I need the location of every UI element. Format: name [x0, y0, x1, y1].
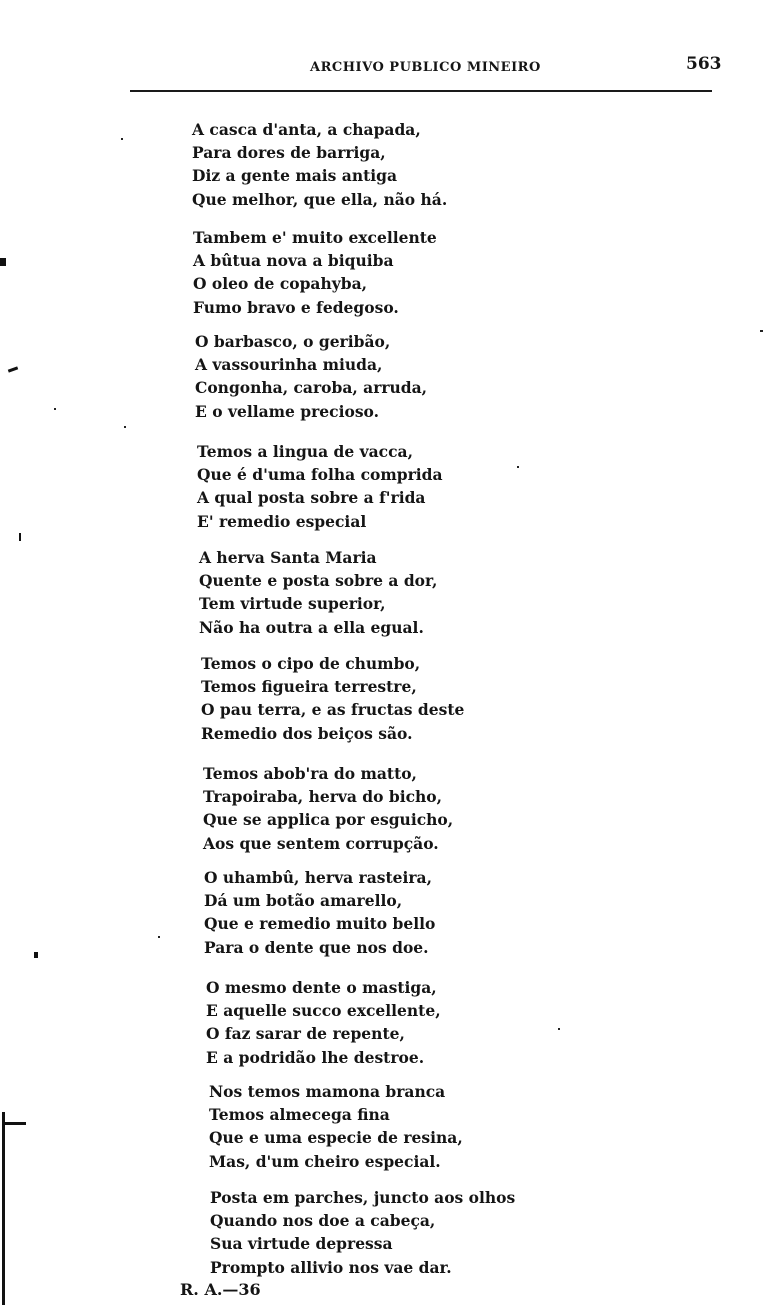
- scan-artifact: [8, 366, 18, 372]
- scan-speck: [124, 426, 126, 428]
- stanza-9: [206, 976, 441, 1069]
- scan-speck: [760, 330, 763, 332]
- stanza-2: [193, 226, 437, 319]
- verse-line: O barbasco, o geribão,: [195, 332, 391, 351]
- stanza-6: [201, 652, 464, 745]
- verse-line: Temos abob'ra do matto,: [203, 764, 417, 783]
- signature-mark: R. A.—36: [180, 1280, 261, 1299]
- stanza-11: [210, 1186, 515, 1279]
- verse-line: E o vellame precioso.: [195, 401, 380, 421]
- verse-line: O mesmo dente o mastiga,: [206, 978, 437, 997]
- scan-artifact: [19, 533, 21, 541]
- header-rule: [130, 90, 712, 92]
- stanza-3: [195, 330, 427, 423]
- scan-speck: [558, 1028, 560, 1030]
- page-number: 563: [686, 54, 722, 74]
- scan-speck: [54, 408, 56, 410]
- verse-line: Não ha outra a ella egual.: [199, 617, 424, 637]
- verse-line: Quente e posta sobre a dor,: [199, 571, 438, 591]
- running-title: ARCHIVO PUBLICO MINEIRO: [310, 60, 541, 75]
- verse-line: Para o dente que nos doe.: [204, 937, 429, 957]
- verse-line: Trapoiraba, herva do bicho,: [203, 787, 443, 807]
- verse-line: Para dores de barriga,: [192, 143, 386, 163]
- scan-speck: [517, 466, 519, 468]
- verse-line: Congonha, caroba, arruda,: [195, 378, 428, 398]
- verse-line: Tem virtude superior,: [199, 594, 386, 614]
- stanza-1: [192, 118, 447, 211]
- verse-line: A herva Santa Maria: [199, 548, 377, 567]
- scan-artifact: [2, 1112, 5, 1305]
- verse-line: Nos temos mamona branca: [209, 1082, 446, 1101]
- stanza-8: [204, 866, 435, 959]
- stanza-10: [209, 1080, 463, 1173]
- verse-line: O pau terra, e as fructas deste: [201, 700, 465, 720]
- verse-line: A vassourinha miuda,: [195, 355, 383, 375]
- stanza-7: [203, 762, 453, 855]
- verse-line: Temos almecega fina: [209, 1105, 390, 1125]
- verse-line: E a podridão lhe destroe.: [206, 1047, 425, 1067]
- verse-line: Quando nos doe a cabeça,: [210, 1211, 436, 1231]
- verse-line: Prompto allivio nos vae dar.: [210, 1257, 452, 1277]
- verse-line: O uhambû, herva rasteira,: [204, 868, 432, 887]
- verse-line: Posta em parches, juncto aos olhos: [210, 1188, 516, 1207]
- scan-speck: [121, 138, 123, 140]
- verse-line: Temos a lingua de vacca,: [197, 442, 413, 461]
- scan-artifact: [34, 952, 38, 958]
- verse-line: E' remedio especial: [197, 511, 367, 531]
- verse-line: Que e uma especie de resina,: [209, 1128, 463, 1148]
- verse-line: Mas, d'um cheiro especial.: [209, 1151, 441, 1171]
- verse-line: Sua virtude depressa: [210, 1234, 393, 1254]
- verse-line: Temos figueira terrestre,: [201, 677, 417, 697]
- scan-speck: [158, 936, 160, 938]
- verse-line: A casca d'anta, a chapada,: [192, 120, 421, 139]
- verse-line: O faz sarar de repente,: [206, 1024, 405, 1044]
- verse-line: A bûtua nova a biquiba: [193, 251, 394, 271]
- stanza-5: [199, 546, 437, 639]
- stanza-4: [197, 440, 443, 533]
- verse-line: E aquelle succo excellente,: [206, 1001, 441, 1021]
- verse-line: Que e remedio muito bello: [204, 914, 436, 934]
- verse-line: Remedio dos beiços são.: [201, 723, 413, 743]
- verse-line: Fumo bravo e fedegoso.: [193, 297, 399, 317]
- verse-line: Dá um botão amarello,: [204, 891, 403, 911]
- verse-line: A qual posta sobre a f'rida: [197, 488, 426, 508]
- verse-line: Que melhor, que ella, não há.: [192, 189, 448, 209]
- verse-line: Diz a gente mais antiga: [192, 166, 398, 186]
- verse-line: Tambem e' muito excellente: [193, 228, 437, 247]
- scan-artifact: [2, 1122, 26, 1125]
- verse-line: Aos que sentem corrupção.: [203, 833, 439, 853]
- verse-line: O oleo de copahyba,: [193, 274, 368, 294]
- scan-artifact: [0, 258, 6, 266]
- verse-line: Que é d'uma folha comprida: [197, 465, 443, 485]
- verse-line: Que se applica por esguicho,: [203, 810, 454, 830]
- verse-line: Temos o cipo de chumbo,: [201, 654, 421, 673]
